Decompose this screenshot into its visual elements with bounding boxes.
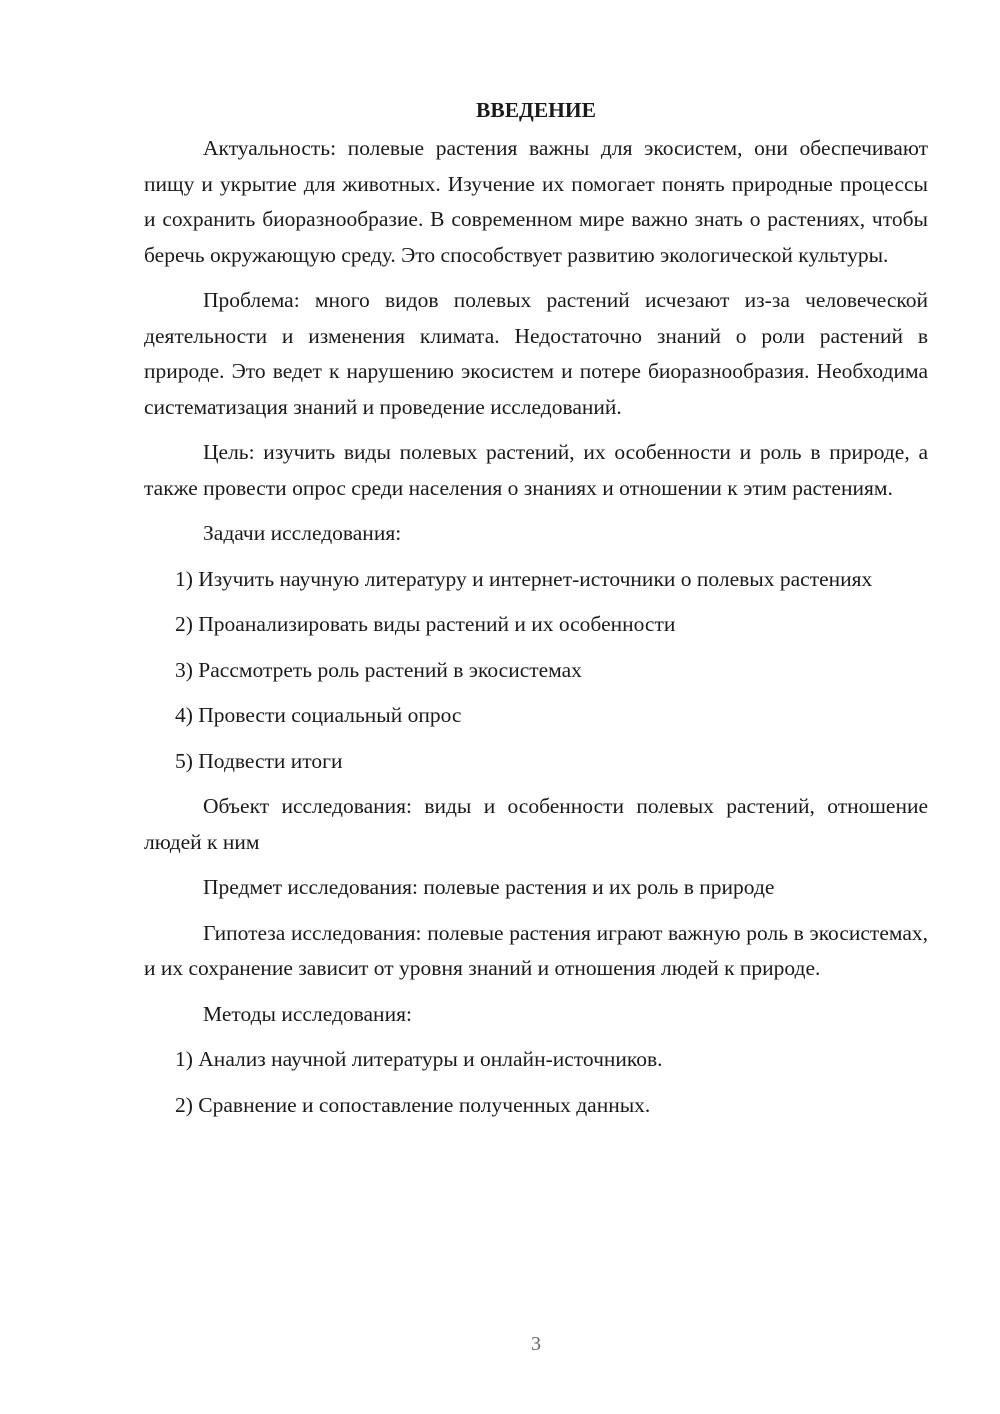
document-page [144,92,928,1133]
paragraph-tasks-heading: Задачи исследования: [203,521,402,545]
paragraph-methods-heading: Методы исследования: [203,1001,412,1026]
task-item-1: 1) Изучить научную литературу и интернет-источники о полевых растениях [175,566,873,591]
task-item-2: 2) Проанализировать виды растений и их особенности [175,612,676,636]
page-number: 3 [531,1333,541,1355]
paragraph-relevance: Актуальность: полевые растения важны для экосистем, они обеспечивают пищу и укрытие для животных. Изучение их помогает понять природные процессы и сохранить биоразнообразие. В современном мире важно знать о растениях, чтобы беречь окружающую среду. Это способствует развитию экологической культуры. [144,136,928,267]
paragraph-hypothesis: Гипотеза исследования: полевые растения играют важную роль в экосистемах, и их сохранение зависит от уровня знаний и отношения людей к природе. [144,920,928,980]
task-item-3: 3) Рассмотреть роль растений в экосистемах [175,657,582,682]
paragraph-goal: Цель: изучить виды полевых растений, их особенности и роль в природе, а также провести опрос среди населения о знаниях и отношении к этим растениям. [144,440,928,500]
method-item-2: 2) Сравнение и сопоставление полученных данных. [175,1092,651,1117]
paragraph-object: Объект исследования: виды и особенности полевых растений, отношение людей к ним [144,794,928,854]
task-item-5: 5) Подвести итоги [175,748,343,773]
method-item-1: 1) Анализ научной литературы и онлайн-источников. [175,1047,663,1071]
page-title: ВВЕДЕНИЕ [476,98,596,122]
paragraph-subject: Предмет исследования: полевые растения и их роль в природе [203,875,775,899]
paragraph-problem: Проблема: много видов полевых растений исчезают из-за человеческой деятельности и изменения климата. Недостаточно знаний о роли растений в природе. Это ведет к нарушению экосистем и потере биоразнообразия. Необходима систематизация знаний и проведение исследований. [144,288,928,419]
task-item-4: 4) Провести социальный опрос [175,703,462,727]
